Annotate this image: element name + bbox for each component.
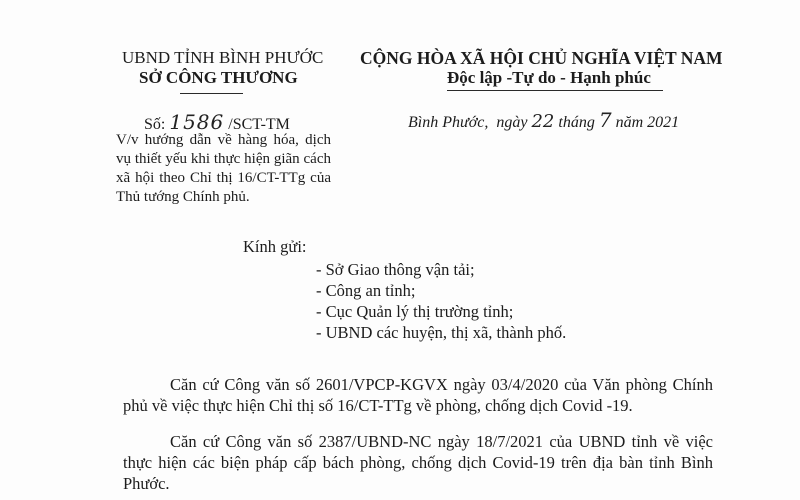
recipient-item: - Công an tỉnh; — [316, 281, 416, 300]
motto-underline — [447, 90, 663, 91]
date-day-handwritten: 22 — [531, 111, 555, 132]
national-title: CỘNG HÒA XÃ HỘI CHỦ NGHĨA VIỆT NAM — [360, 48, 723, 68]
date-day-label: ngày — [496, 114, 528, 131]
date-line — [408, 108, 679, 132]
date-month-label: tháng — [558, 114, 595, 131]
document-number-suffix: /SCT-TM — [228, 116, 290, 133]
date-year: năm 2021 — [615, 114, 680, 131]
recipient-item: - Cục Quản lý thị trường tỉnh; — [316, 302, 514, 321]
document-number-handwritten: 1586 — [169, 110, 225, 134]
recipient-list — [316, 259, 566, 343]
date-month-handwritten: 7 — [598, 108, 612, 132]
department-name: SỞ CÔNG THƯƠNG — [139, 68, 298, 87]
date-place: Bình Phước, — [408, 114, 489, 131]
body-paragraph: Căn cứ Công văn số 2387/UBND-NC ngày 18/7/2021 của UBND tỉnh về việc thực hiện các biện pháp cấp bách phòng, chống dịch Covid-19 trên địa bàn tỉnh Bình Phước. — [123, 432, 713, 493]
salutation: Kính gửi: — [243, 237, 307, 256]
department-underline — [180, 93, 243, 94]
subject-reference: V/v hướng dẫn về hàng hóa, dịch vụ thiết yếu khi thực hiện giãn cách xã hội theo Chỉ thị 16/CT-TTg của Thủ tướng Chính phủ. — [116, 132, 331, 205]
national-motto: Độc lập -Tự do - Hạnh phúc — [447, 68, 651, 87]
agency-name: UBND TỈNH BÌNH PHƯỚC — [122, 48, 324, 67]
document-number-label: Số: — [144, 116, 166, 133]
recipient-item: - UBND các huyện, thị xã, thành phố. — [316, 323, 567, 342]
body-paragraph: Căn cứ Công văn số 2601/VPCP-KGVX ngày 03/4/2020 của Văn phòng Chính phủ về việc thực hiện Chỉ thị số 16/CT-TTg về phòng, chống dịch Covid -19. — [123, 375, 713, 415]
recipient-item: - Sở Giao thông vận tải; — [316, 260, 475, 279]
